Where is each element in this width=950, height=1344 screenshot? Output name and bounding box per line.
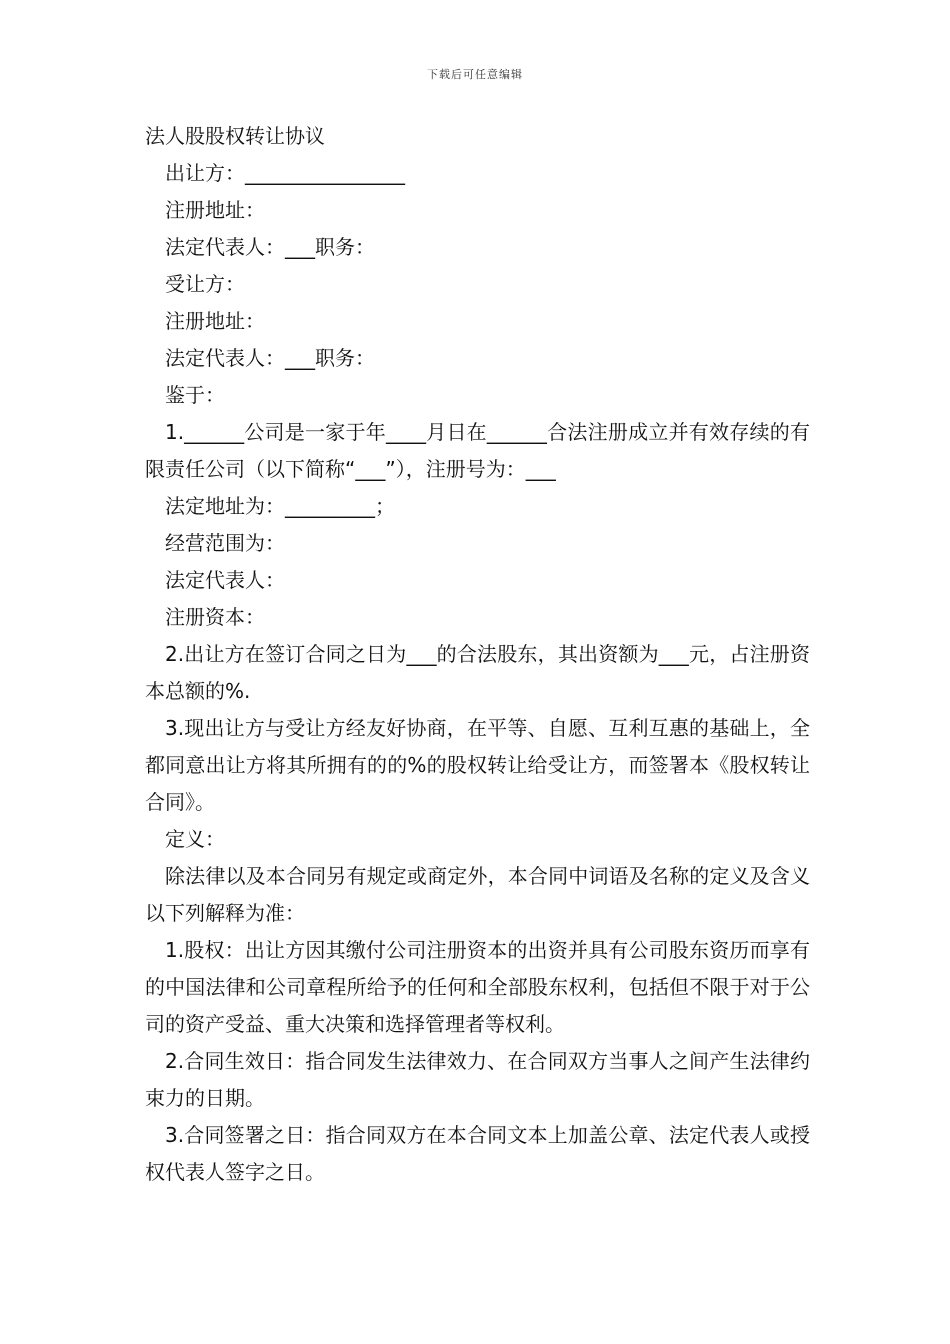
whereas-clause-3: 3.现出让方与受让方经友好协商，在平等、自愿、互利互惠的基础上，全都同意出让方将其所拥有的的%的股权转让给受让方，而签署本《股权转让合同》。 xyxy=(145,716,810,814)
document-title: 法人股股权转让协议 xyxy=(145,124,325,148)
transferee-address-line: 注册地址： xyxy=(165,309,265,333)
transferee-line: 受让方： xyxy=(165,272,245,296)
definition-equity: 1.股权：出让方因其缴付公司注册资本的出资并具有公司股东资历而享有的中国法律和公司章程所给予的任何和全部股东权利，包括但不限于对于公司的资产受益、重大决策和选择管理者等权利。 xyxy=(145,938,810,1036)
transferor-address-line: 注册地址： xyxy=(165,198,265,222)
transferee-representative-line: 法定代表人：___职务： xyxy=(165,346,375,370)
whereas-clause-2: 2.出让方在签订合同之日为___的合法股东，其出资额为___元，占注册资本总额的%. xyxy=(145,642,810,703)
registered-capital-line: 注册资本： xyxy=(165,605,265,629)
business-scope-line: 经营范围为： xyxy=(165,531,285,555)
document-body xyxy=(145,118,810,1191)
whereas-clause-1: 1.______公司是一家于年____月日在______合法注册成立并有效存续的有限责任公司（以下简称“___”），注册号为：___ xyxy=(145,420,810,481)
definition-signing-date: 3.合同签署之日：指合同双方在本合同文本上加盖公章、法定代表人或授权代表人签字之日。 xyxy=(145,1123,810,1184)
legal-address-line: 法定地址为：_________； xyxy=(165,494,395,518)
definitions-intro: 除法律以及本合同另有规定或商定外，本合同中词语及名称的定义及含义以下列解释为准： xyxy=(145,864,810,925)
definitions-heading: 定义： xyxy=(165,827,225,851)
whereas-heading: 鉴于： xyxy=(165,383,225,407)
definition-effective-date: 2.合同生效日：指合同发生法律效力、在合同双方当事人之间产生法律约束力的日期。 xyxy=(145,1049,810,1110)
transferor-representative-line: 法定代表人：___职务： xyxy=(165,235,375,259)
page-header-note: 下载后可任意编辑 xyxy=(427,68,523,81)
company-representative-line: 法定代表人： xyxy=(165,568,285,592)
transferor-line: 出让方：________________ xyxy=(165,161,405,185)
